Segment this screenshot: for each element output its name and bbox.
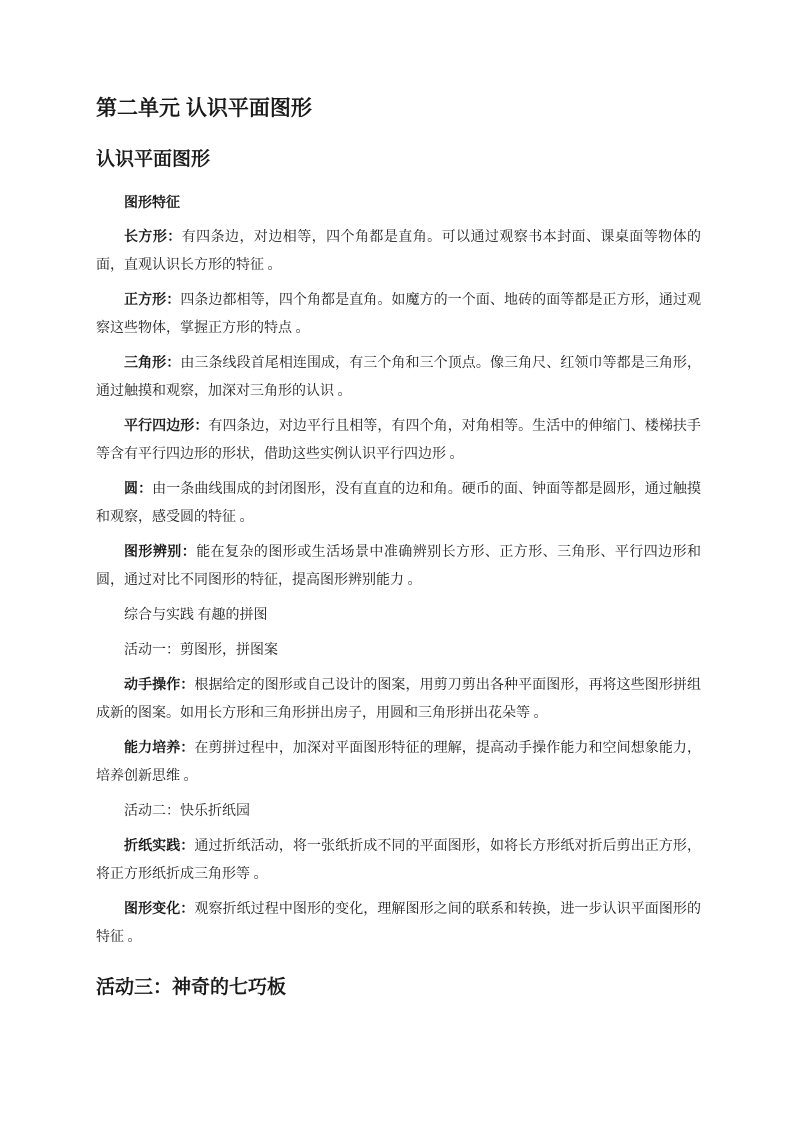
shape-term: 图形辨别： <box>124 545 197 560</box>
shape-term: 平行四边形： <box>124 419 209 434</box>
features-label: 图形特征 <box>124 196 180 211</box>
shape-paragraph-rectangle <box>96 224 701 280</box>
shape-paragraph-circle <box>96 476 701 532</box>
paragraph-description: 通过折纸活动，将一张纸折成不同的平面图形，如将长方形纸对折后剪出正方形，将正方形纸折成三角形等 。 <box>96 839 701 882</box>
shape-paragraph-square <box>96 287 701 343</box>
shape-description: 能在复杂的图形或生活场景中准确辨别长方形、正方形、三角形、平行四边形和圆，通过对比不同图形的特征，提高图形辨别能力 。 <box>96 545 702 588</box>
activity-two-paragraph-folding <box>96 833 701 889</box>
shape-term: 三角形： <box>124 356 181 371</box>
shape-term: 正方形： <box>124 293 181 308</box>
practice-line: 综合与实践 有趣的拼图 <box>124 608 268 623</box>
activity-one-paragraph-ability <box>96 735 701 791</box>
shape-description: 有四条边，对边相等，四个角都是直角。可以通过观察书本封面、课桌面等物体的面，直观认识长方形的特征 。 <box>96 230 702 273</box>
shape-paragraph-parallelogram <box>96 413 701 469</box>
shape-paragraph-identification <box>96 539 701 595</box>
shape-description: 有四条边，对边平行且相等，有四个角，对角相等。生活中的伸缩门、楼梯扶手等含有平行四边形的形状，借助这些实例认识平行四边形 。 <box>96 419 702 462</box>
paragraph-term: 能力培养： <box>124 741 195 756</box>
shape-term: 圆： <box>124 482 153 497</box>
paragraph-term: 折纸实践： <box>124 839 195 854</box>
paragraph-term: 图形变化： <box>124 902 195 917</box>
shape-description: 由一条曲线围成的封闭图形，没有直直的边和角。硬币的面、钟面等都是圆形，通过触摸和观察，感受圆的特征 。 <box>96 482 702 525</box>
activity-three-heading: 活动三：神奇的七巧板 <box>96 977 287 998</box>
activity-two-line: 活动二：快乐折纸园 <box>124 804 250 819</box>
unit-title: 第二单元 认识平面图形 <box>96 97 312 120</box>
activity-two-paragraph-change <box>96 896 701 952</box>
section-heading: 认识平面图形 <box>96 149 211 170</box>
activity-one-line: 活动一：剪图形，拼图案 <box>124 643 278 658</box>
activity-one-paragraph-hands-on <box>96 672 701 728</box>
paragraph-description: 在剪拼过程中，加深对平面图形特征的理解，提高动手操作能力和空间想象能力，培养创新思维 。 <box>96 741 701 784</box>
paragraph-term: 动手操作： <box>124 678 195 693</box>
shape-description: 由三条线段首尾相连围成，有三个角和三个顶点。像三角尺、红领巾等都是三角形，通过触摸和观察，加深对三角形的认识 。 <box>96 356 702 399</box>
paragraph-description: 观察折纸过程中图形的变化，理解图形之间的联系和转换，进一步认识平面图形的特征 。 <box>96 902 701 945</box>
shape-description: 四条边都相等，四个角都是直角。如魔方的一个面、地砖的面等都是正方形，通过观察这些物体，掌握正方形的特点 。 <box>96 293 702 336</box>
shape-paragraph-triangle <box>96 350 701 406</box>
paragraph-description: 根据给定的图形或自己设计的图案，用剪刀剪出各种平面图形，再将这些图形拼组成新的图案。如用长方形和三角形拼出房子，用圆和三角形拼出花朵等 。 <box>96 678 701 721</box>
shape-term: 长方形： <box>124 230 182 245</box>
